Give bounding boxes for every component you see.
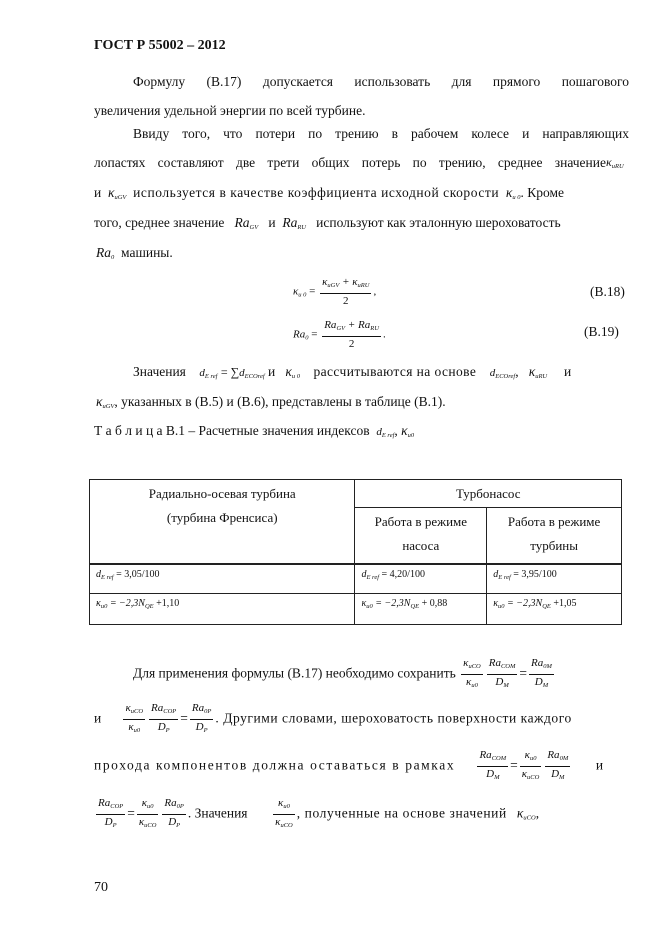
- paragraph-4-line-2: и $\frac{\kappa_{uCO}}{\kappa_{u0}}$ $\frac{Ra_{COP}}{D_P}$ = $\frac{Ra_{0P}}{D_P}$ . Другими словами, шероховатость поверхности каждого: [94, 702, 572, 734]
- header-pump-mode: Работа в режиме насоса: [355, 508, 487, 565]
- paragraph-4-line-3: прохода компонентов должна оставаться в рамках $\frac{Ra_{COM}}{D_M}$ = $\frac{\kappa_{u0}}{\kappa_{uCO}}$ $\frac{Ra_{0M}}{D_M}$ и: [94, 749, 604, 781]
- equation-b19-number: (В.19): [584, 324, 619, 339]
- document-header: ГОСТ Р 55002 – 2012: [94, 38, 226, 53]
- paragraph-1-line-2: увеличения удельной энергии по всей турбине.: [94, 103, 366, 118]
- paragraph-3-line-2: $\kappa_{uGV}$, указанных в (В.5) и (В.6), представлены в таблице (В.1).: [96, 394, 446, 410]
- table-cell: $d_{E ref} = 4,20/100$: [355, 564, 487, 594]
- equation-b19: $Ra_0$ = $\frac{Ra_{GV} + Ra_{RU}}{2}$ .: [293, 319, 386, 350]
- paragraph-2-line-3: и $\kappa_{uGV}$ используется в качестве коэффициента исходной скорости $\kappa_{u 0}$. Кроме: [94, 185, 565, 201]
- table-cell: $\kappa_{u0} = -2,3N_{QE} + 0,88$: [355, 594, 487, 625]
- paragraph-4-line-4: $\frac{Ra_{COP}}{D_P}$ = $\frac{\kappa_{u0}}{\kappa_{uCO}}$ $\frac{Ra_{0P}}{D_P}$ . Значения $\frac{\kappa_{u0}}{\kappa_{uCO}}$ , полученные на основе значений $\kappa_{uCO}$,: [98, 797, 540, 829]
- equation-b18-number: (В.18): [590, 284, 625, 299]
- values-table: [89, 479, 622, 625]
- table-cell: $d_{E ref} = 3,95/100$: [487, 564, 622, 594]
- table-cell: $\kappa_{u0} = -2,3N_{QE} +1,05$: [487, 594, 622, 625]
- header-turbine-mode: Работа в режиме турбины: [487, 508, 622, 565]
- header-turbopump: Турбонасос: [355, 480, 622, 508]
- paragraph-1-line-1: Формулу (В.17) допускается использовать для прямого пошагового: [133, 74, 629, 89]
- paragraph-2-line-4: того, среднее значение $Ra_{GV}$ и $Ra_{RU}$ используют как эталонную шероховатость: [94, 215, 561, 231]
- equation-b18: $\kappa_{u 0}$ = $\frac{\kappa_{uGV} + \kappa_{uRU}}{2}$ ,: [293, 276, 377, 307]
- paragraph-3-line-1: Значения $d_{E ref} = \sum d_{ECOref}$ и $\kappa_{u 0}$ рассчитываются на основе $d_{ECOref}$, $\kappa_{uRU}$ и: [133, 364, 572, 380]
- paragraph-2-line-2: лопастях составляют две трети общих потерь по трению, среднее значение: [94, 155, 606, 170]
- kappa-uru-symbol: $\kappa_{uRU}$: [606, 155, 624, 170]
- table-cell: $\kappa_{u0} = -2,3N_{QE} +1,10$: [90, 594, 355, 625]
- paragraph-4-line-1: Для применения формулы (В.17) необходимо сохранить $\frac{\kappa_{uCO}}{\kappa_{u0}}$ $\frac{Ra_{COM}}{D_M}$ = $\frac{Ra_{0M}}{D_M}$: [133, 657, 552, 689]
- table-caption: Т а б л и ц а В.1 – Расчетные значения индексов $d_{E ref}$, $\kappa_{u0}$: [94, 423, 415, 439]
- table-cell: $d_{E ref} = 3,05/100$: [90, 564, 355, 594]
- paragraph-2-line-1: Ввиду того, что потери по трению в рабочем колесе и направляющих: [133, 126, 629, 141]
- header-radial-turbine: Радиально-осевая турбина (турбина Френсиса): [90, 480, 355, 565]
- paragraph-2-line-5: $Ra_0$ машины.: [96, 245, 173, 261]
- page-number: 70: [94, 880, 108, 895]
